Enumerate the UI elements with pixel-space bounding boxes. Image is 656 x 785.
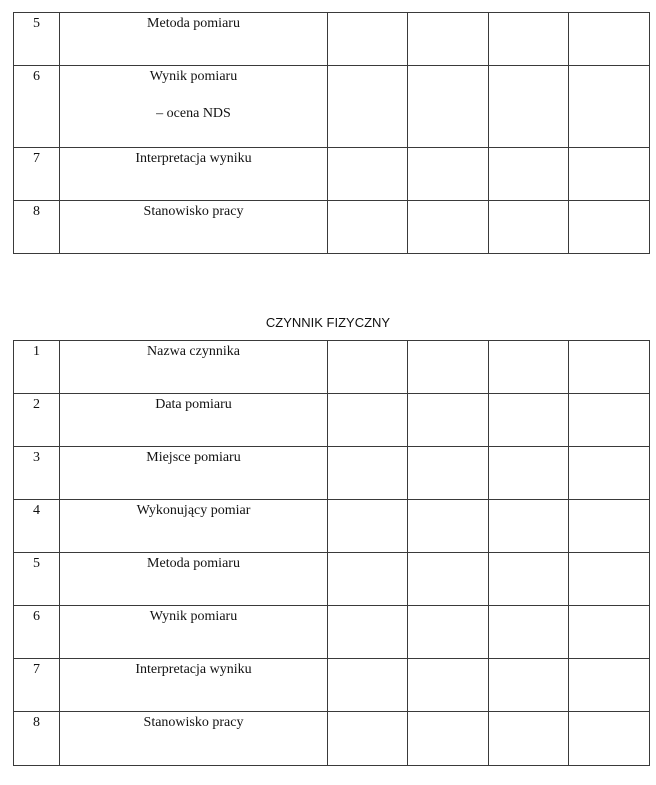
value-cell[interactable]	[328, 201, 408, 254]
row-label-text: Wynik pomiaru	[149, 609, 238, 624]
value-cell[interactable]	[569, 712, 650, 766]
value-cell[interactable]	[328, 13, 408, 66]
value-cell[interactable]	[408, 447, 489, 500]
measurement-table-top	[13, 12, 650, 254]
row-number: 3	[14, 447, 60, 500]
row-label	[60, 201, 328, 254]
value-cell[interactable]	[328, 606, 408, 659]
value-cell[interactable]	[489, 13, 569, 66]
row-label	[60, 553, 328, 606]
row-label	[60, 394, 328, 447]
value-cell[interactable]	[489, 500, 569, 553]
row-number: 4	[14, 500, 60, 553]
value-cell[interactable]	[328, 394, 408, 447]
row-label-text: Metoda pomiaru	[147, 556, 240, 571]
value-cell[interactable]	[328, 659, 408, 712]
value-cell[interactable]	[328, 553, 408, 606]
section-title: CZYNNIK FIZYCZNY	[265, 315, 391, 330]
value-cell[interactable]	[489, 148, 569, 201]
value-cell[interactable]	[408, 341, 489, 394]
value-cell[interactable]	[569, 606, 650, 659]
value-cell[interactable]	[328, 712, 408, 766]
value-cell[interactable]	[328, 447, 408, 500]
table-row	[14, 659, 650, 712]
value-cell[interactable]	[489, 66, 569, 148]
value-cell[interactable]	[569, 341, 650, 394]
row-number: 5	[14, 553, 60, 606]
value-cell[interactable]	[408, 606, 489, 659]
value-cell[interactable]	[489, 341, 569, 394]
value-cell[interactable]	[489, 553, 569, 606]
row-number: 2	[14, 394, 60, 447]
table-row	[14, 148, 650, 201]
row-number: 7	[14, 148, 60, 201]
physical-factor-table	[13, 340, 650, 766]
value-cell[interactable]	[328, 66, 408, 148]
row-label	[60, 606, 328, 659]
value-cell[interactable]	[328, 148, 408, 201]
row-label-text: Interpretacja wyniku	[135, 662, 252, 677]
table-row	[14, 341, 650, 394]
value-cell[interactable]	[408, 553, 489, 606]
value-cell[interactable]	[489, 201, 569, 254]
value-cell[interactable]	[328, 341, 408, 394]
row-label-text: Wynik pomiaru	[149, 69, 238, 84]
row-label-subtext: – ocena NDS	[156, 106, 231, 121]
row-label-text: Data pomiaru	[155, 397, 232, 412]
row-label-text: Nazwa czynnika	[147, 344, 240, 359]
value-cell[interactable]	[489, 606, 569, 659]
row-number: 6	[14, 66, 60, 148]
value-cell[interactable]	[569, 553, 650, 606]
row-label-text: Stanowisko pracy	[143, 715, 244, 730]
value-cell[interactable]	[489, 447, 569, 500]
value-cell[interactable]	[408, 500, 489, 553]
table-row	[14, 13, 650, 66]
value-cell[interactable]	[408, 201, 489, 254]
row-label	[60, 659, 328, 712]
value-cell[interactable]	[408, 148, 489, 201]
value-cell[interactable]	[489, 712, 569, 766]
value-cell[interactable]	[408, 66, 489, 148]
value-cell[interactable]	[408, 13, 489, 66]
row-number: 8	[14, 201, 60, 254]
row-number: 8	[14, 712, 60, 766]
row-label	[60, 712, 328, 766]
value-cell[interactable]	[408, 712, 489, 766]
value-cell[interactable]	[569, 201, 650, 254]
row-label	[60, 341, 328, 394]
value-cell[interactable]	[408, 394, 489, 447]
value-cell[interactable]	[489, 394, 569, 447]
table-row	[14, 66, 650, 148]
row-label	[60, 13, 328, 66]
row-label-text: Wykonujący pomiar	[136, 503, 251, 518]
table-row	[14, 712, 650, 766]
table-row	[14, 394, 650, 447]
value-cell[interactable]	[569, 500, 650, 553]
table-row	[14, 201, 650, 254]
table-row	[14, 500, 650, 553]
value-cell[interactable]	[569, 66, 650, 148]
row-label-text: Metoda pomiaru	[147, 16, 240, 31]
row-label-text: Interpretacja wyniku	[135, 151, 252, 166]
row-number: 1	[14, 341, 60, 394]
row-label-text: Stanowisko pracy	[143, 204, 244, 219]
table-row	[14, 553, 650, 606]
value-cell[interactable]	[408, 659, 489, 712]
row-label	[60, 66, 328, 148]
value-cell[interactable]	[569, 394, 650, 447]
row-label-text: Miejsce pomiaru	[146, 450, 241, 465]
row-label	[60, 148, 328, 201]
value-cell[interactable]	[569, 447, 650, 500]
row-label	[60, 447, 328, 500]
value-cell[interactable]	[569, 13, 650, 66]
row-number: 5	[14, 13, 60, 66]
table-row	[14, 606, 650, 659]
table-row	[14, 447, 650, 500]
value-cell[interactable]	[328, 500, 408, 553]
value-cell[interactable]	[489, 659, 569, 712]
row-number: 6	[14, 606, 60, 659]
row-number: 7	[14, 659, 60, 712]
value-cell[interactable]	[569, 659, 650, 712]
value-cell[interactable]	[569, 148, 650, 201]
row-label	[60, 500, 328, 553]
